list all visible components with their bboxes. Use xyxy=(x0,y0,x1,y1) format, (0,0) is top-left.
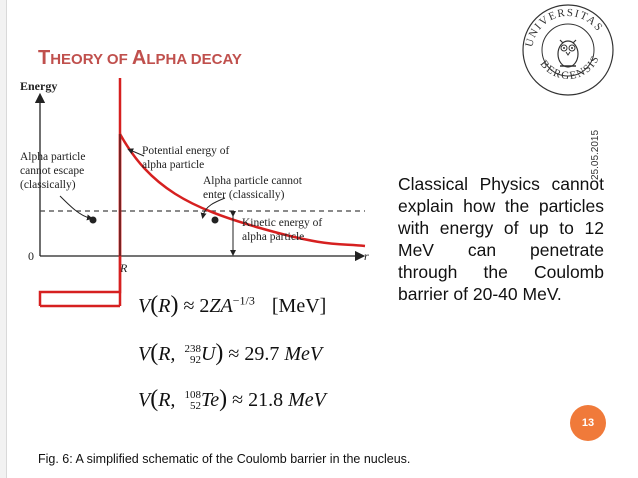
coulomb-barrier-diagram xyxy=(20,78,390,328)
origin-label: 0 xyxy=(28,249,34,263)
slide-title xyxy=(38,47,242,70)
equation-tellurium: V(R, 108 52 Te) ≈ 21.8 MeV xyxy=(138,386,326,413)
svg-text:UNIVERSITAS: UNIVERSITAS xyxy=(523,6,606,49)
figure-caption: Fig. 6: A simplified schematic of the Coulomb barrier in the nucleus. xyxy=(38,452,411,466)
title-part: LPHA DECAY xyxy=(146,51,242,68)
slide-date: 25.05.2015 xyxy=(590,129,601,180)
title-part: T xyxy=(38,47,51,69)
title-part: A xyxy=(131,47,147,69)
energy-axis-label: Energy xyxy=(20,79,58,93)
svg-text:BERGENSIS: BERGENSIS xyxy=(537,53,603,83)
enter-annotation: Alpha particle cannot enter (classically) xyxy=(203,175,302,201)
kinetic-annotation: Kinetic energy of alpha particle xyxy=(242,217,323,243)
university-seal-logo xyxy=(520,2,616,98)
title-part: HEORY OF xyxy=(50,51,132,68)
page-number-badge: 13 xyxy=(570,405,606,441)
escape-pointer xyxy=(60,196,90,218)
alpha-particle-inside xyxy=(90,217,97,224)
equation-uranium: V(R, 238 92 U) ≈ 29.7 MeV xyxy=(138,340,323,367)
escape-annotation: Alpha particle cannot escape (classically) xyxy=(20,151,86,191)
radius-label: R xyxy=(120,261,128,275)
potential-well xyxy=(40,78,120,306)
r-axis-label: r xyxy=(364,249,369,263)
alpha-particle-outside xyxy=(212,217,219,224)
potential-annotation: Potential energy of alpha particle xyxy=(142,145,230,171)
equation-general: $V(R) \approx 2ZA^{-1/3}$ [MeV] xyxy=(138,292,327,318)
body-paragraph: Classical Physics cannot explain how the particles with energy of up to 12 MeV can penetrate through the Coulomb barrier of 20-40 MeV. xyxy=(398,174,604,304)
left-margin-bar xyxy=(0,0,7,478)
